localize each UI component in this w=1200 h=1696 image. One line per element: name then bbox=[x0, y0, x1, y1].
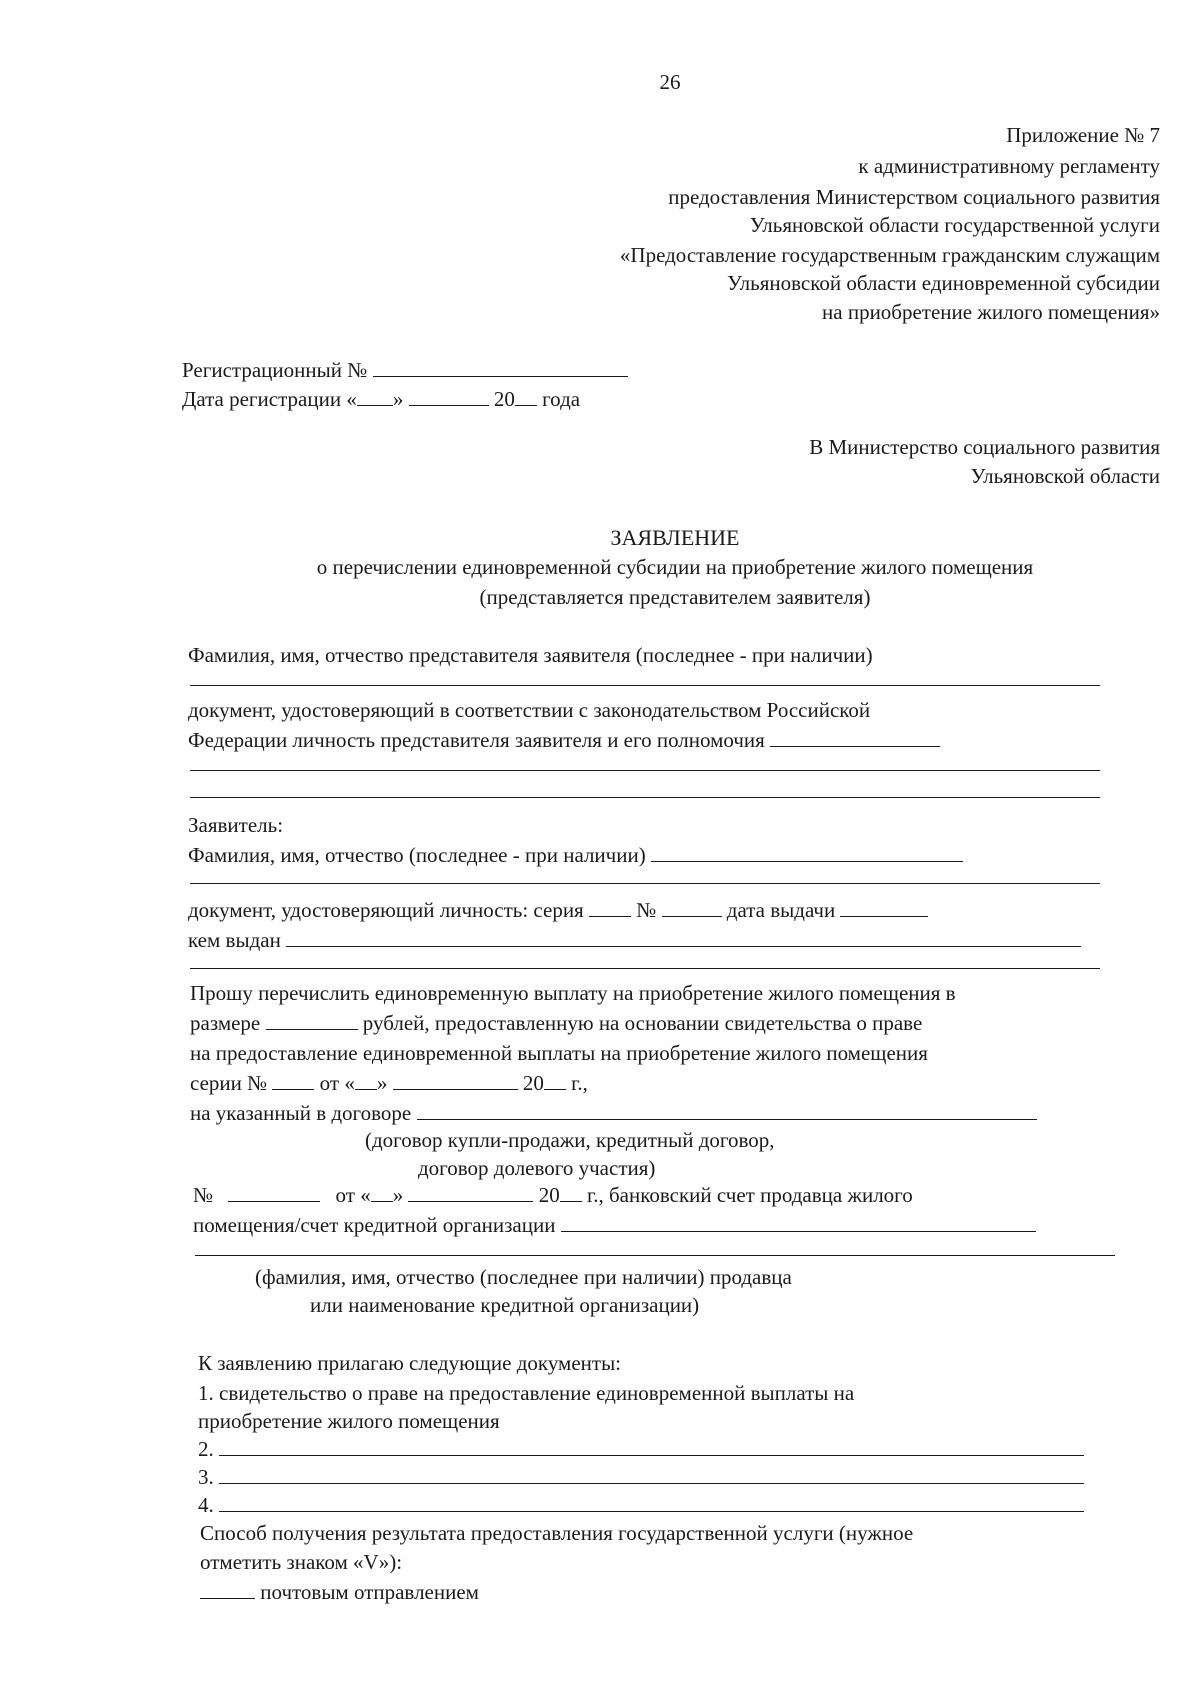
doc-series-field[interactable] bbox=[589, 896, 631, 917]
document-title: ЗАЯВЛЕНИЕ bbox=[610, 525, 740, 550]
quote-close: » bbox=[392, 1183, 404, 1207]
representative-doc-line: документ, удостоверяющий в соответствии с законодательством Российской bbox=[188, 698, 871, 722]
recipient-line: Ульяновской области bbox=[970, 464, 1160, 488]
attachment-field[interactable] bbox=[219, 1435, 1084, 1456]
representative-doc-line bbox=[188, 725, 940, 755]
appendix-line: Ульяновской области государственной услуги bbox=[749, 213, 1160, 237]
year-suffix: года bbox=[542, 387, 581, 411]
applicant-doc bbox=[188, 895, 928, 925]
applicant-issued bbox=[188, 925, 1081, 955]
year-suffix: г., bbox=[571, 1071, 588, 1095]
seller-note: (фамилия, имя, отчество (последнее при наличии) продавца bbox=[255, 1265, 792, 1289]
page-number: 26 bbox=[659, 70, 681, 94]
registration-number-label: Регистрационный № bbox=[182, 358, 368, 382]
method-option-checkbox[interactable] bbox=[200, 1578, 255, 1599]
registration-date-prefix: Дата регистрации « bbox=[182, 387, 357, 411]
request-line bbox=[190, 1068, 588, 1098]
applicant-doc-label: документ, удостоверяющий личность: серия bbox=[188, 898, 584, 922]
representative-doc-field-line[interactable] bbox=[190, 770, 1100, 771]
contract-label: на указанный в договоре bbox=[190, 1101, 412, 1125]
attachment-number: 4. bbox=[198, 1493, 214, 1517]
request-line bbox=[193, 1180, 913, 1210]
request-text: рублей, предоставленную на основании свидетельства о праве bbox=[362, 1011, 923, 1035]
request-line bbox=[190, 1008, 922, 1038]
document-subtitle: о перечислении единовременной субсидии на приобретение жилого помещения bbox=[316, 555, 1034, 579]
contract-month-field[interactable] bbox=[408, 1181, 533, 1202]
appendix-line: «Предоставление государственным гражданским служащим bbox=[619, 243, 1160, 267]
contract-number-field[interactable] bbox=[228, 1181, 320, 1202]
attachment-field[interactable] bbox=[219, 1463, 1084, 1484]
attachment-item bbox=[198, 1490, 1084, 1520]
request-line bbox=[190, 1098, 1037, 1128]
contract-note: (договор купли-продажи, кредитный договор, bbox=[365, 1128, 775, 1152]
representative-fio-label: Фамилия, имя, отчество представителя заявителя (последнее - при наличии) bbox=[188, 643, 873, 667]
bank-account-field[interactable] bbox=[561, 1211, 1036, 1232]
request-line bbox=[193, 1210, 1036, 1240]
applicant-fio-field-line[interactable] bbox=[190, 883, 1100, 884]
attachment-field[interactable] bbox=[219, 1491, 1084, 1512]
quote-close: » bbox=[392, 387, 404, 411]
registration-month-field[interactable] bbox=[409, 385, 489, 406]
method-option-label: почтовым отправлением bbox=[260, 1580, 479, 1604]
attachment-number: 3. bbox=[198, 1465, 214, 1489]
doc-date-label: дата выдачи bbox=[726, 898, 836, 922]
attachment-item bbox=[198, 1462, 1084, 1492]
applicant-fio-label: Фамилия, имя, отчество (последнее - при наличии) bbox=[188, 843, 646, 867]
registration-date bbox=[182, 384, 580, 414]
doc-date-field[interactable] bbox=[840, 896, 928, 917]
attachment-item: приобретение жилого помещения bbox=[198, 1409, 500, 1433]
recipient-line: В Министерство социального развития bbox=[809, 435, 1160, 459]
certificate-year-field[interactable] bbox=[544, 1069, 566, 1090]
issued-by-label: кем выдан bbox=[188, 928, 281, 952]
bank-account-text: г., банковский счет продавца жилого bbox=[586, 1183, 913, 1207]
request-line: Прошу перечислить единовременную выплату на приобретение жилого помещения в bbox=[190, 981, 956, 1005]
applicant-fio bbox=[188, 840, 963, 870]
certificate-date-label: от « bbox=[319, 1071, 355, 1095]
amount-label: размере bbox=[190, 1011, 261, 1035]
method-line: Способ получения результата предоставления государственной услуги (нужное bbox=[200, 1521, 914, 1545]
attachments-heading: К заявлению прилагаю следующие документы: bbox=[198, 1351, 622, 1375]
appendix-line: Ульяновской области единовременной субсидии bbox=[727, 271, 1160, 295]
year-prefix: 20 bbox=[522, 1071, 544, 1095]
representative-doc-field-line[interactable] bbox=[190, 797, 1100, 798]
representative-doc-field[interactable] bbox=[770, 726, 940, 747]
amount-field[interactable] bbox=[266, 1009, 358, 1030]
issued-by-field-line[interactable] bbox=[190, 968, 1100, 969]
contract-field[interactable] bbox=[417, 1099, 1037, 1120]
attachment-number: 2. bbox=[198, 1437, 214, 1461]
seller-field-line[interactable] bbox=[195, 1255, 1115, 1256]
registration-number-field[interactable] bbox=[373, 356, 628, 377]
doc-number-label: № bbox=[636, 898, 657, 922]
request-line: на предоставление единовременной выплаты на приобретение жилого помещения bbox=[190, 1041, 928, 1065]
contract-day-field[interactable] bbox=[371, 1181, 393, 1202]
contract-year-field[interactable] bbox=[560, 1181, 582, 1202]
appendix-line: к административному регламенту bbox=[858, 154, 1160, 178]
certificate-day-field[interactable] bbox=[355, 1069, 377, 1090]
certificate-series-label: серии № bbox=[190, 1071, 268, 1095]
seller-note: или наименование кредитной организации) bbox=[310, 1293, 700, 1317]
representative-fio-field[interactable] bbox=[190, 685, 1100, 686]
contract-number-label: № bbox=[193, 1183, 214, 1207]
quote-close: » bbox=[376, 1071, 388, 1095]
doc-number-field[interactable] bbox=[662, 896, 722, 917]
registration-year-field[interactable] bbox=[515, 385, 537, 406]
attachment-item: 1. свидетельство о праве на предоставление единовременной выплаты на bbox=[198, 1381, 855, 1405]
appendix-line: предоставления Министерством социального развития bbox=[668, 185, 1160, 209]
year-prefix: 20 bbox=[493, 387, 515, 411]
certificate-series-field[interactable] bbox=[272, 1069, 314, 1090]
issued-by-field[interactable] bbox=[286, 926, 1081, 947]
method-line: отметить знаком «V»): bbox=[200, 1550, 403, 1574]
document-subtitle-note: (представляется представителем заявителя) bbox=[479, 585, 871, 609]
applicant-heading: Заявитель: bbox=[188, 813, 284, 837]
registration-day-field[interactable] bbox=[357, 385, 393, 406]
method-option bbox=[200, 1577, 479, 1607]
year-prefix: 20 bbox=[538, 1183, 560, 1207]
representative-doc-text: Федерации личность представителя заявителя и его полномочия bbox=[188, 728, 765, 752]
contract-date-label: от « bbox=[335, 1183, 371, 1207]
contract-note: договор долевого участия) bbox=[418, 1156, 656, 1180]
registration-number bbox=[182, 355, 628, 385]
certificate-month-field[interactable] bbox=[393, 1069, 518, 1090]
appendix-line: на приобретение жилого помещения» bbox=[822, 300, 1160, 324]
attachment-item bbox=[198, 1434, 1084, 1464]
applicant-fio-field[interactable] bbox=[651, 841, 963, 862]
bank-account-label: помещения/счет кредитной организации bbox=[193, 1213, 556, 1237]
appendix-line: Приложение № 7 bbox=[1006, 123, 1160, 147]
